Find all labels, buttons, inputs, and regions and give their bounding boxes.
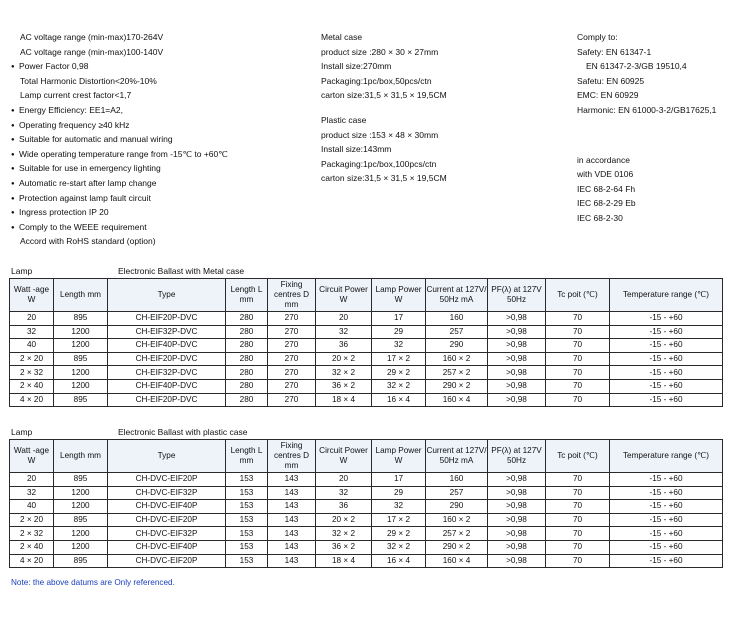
spec-line: Safety: EN 61347-1 xyxy=(577,46,652,57)
table-cell: 36 xyxy=(316,339,372,353)
table-cell: 895 xyxy=(54,352,108,366)
table-cell: 153 xyxy=(226,500,268,514)
plastic-table-caption: Electronic Ballast with plastic case xyxy=(118,427,248,437)
table-cell: 29 xyxy=(372,325,426,339)
table-cell: 70 xyxy=(546,486,610,500)
table-row xyxy=(10,379,723,393)
table-cell: 143 xyxy=(268,473,316,487)
table-cell: >0,98 xyxy=(488,486,546,500)
table-cell: 1200 xyxy=(54,486,108,500)
table-cell: >0,98 xyxy=(488,393,546,407)
table-cell: 70 xyxy=(546,312,610,326)
table-cell: 32 × 2 xyxy=(372,379,426,393)
table-cell: 257 xyxy=(426,325,488,339)
table-cell: >0,98 xyxy=(488,366,546,380)
table-cell: 895 xyxy=(54,554,108,568)
table-cell: 1200 xyxy=(54,527,108,541)
table-cell: 20 xyxy=(10,473,54,487)
table-cell: 1200 xyxy=(54,366,108,380)
table-cell: 20 × 2 xyxy=(316,513,372,527)
spec-line: in accordance xyxy=(577,154,630,165)
table-cell: 29 × 2 xyxy=(372,527,426,541)
column-header: Temperature range (℃) xyxy=(610,279,723,312)
table-cell: 20 xyxy=(10,312,54,326)
metal-case-title: Metal case xyxy=(321,32,363,42)
table-cell: 143 xyxy=(268,540,316,554)
header-row xyxy=(10,279,723,312)
column-header: Fixing centres D mm xyxy=(268,279,316,312)
table-cell: >0,98 xyxy=(488,379,546,393)
table-cell: 1200 xyxy=(54,339,108,353)
table-row xyxy=(10,500,723,514)
table-cell: 40 xyxy=(10,500,54,514)
spec-line: product size :153 × 48 × 30mm xyxy=(321,129,439,140)
column-header: Type xyxy=(108,279,226,312)
table-cell: CH-EIF32P-DVC xyxy=(108,325,226,339)
header-row xyxy=(10,440,723,473)
table-cell: 160 × 2 xyxy=(426,513,488,527)
metal-ballast-table xyxy=(9,278,723,407)
spec-line: Install size:270mm xyxy=(321,61,392,72)
table-cell: 36 xyxy=(316,500,372,514)
table-cell: 32 xyxy=(316,486,372,500)
table-cell: 143 xyxy=(268,527,316,541)
table-cell: 280 xyxy=(226,352,268,366)
compliance-list xyxy=(577,30,716,226)
table-cell: CH-DVC-EIF20P xyxy=(108,513,226,527)
spec-line: Install size:143mm xyxy=(321,144,392,155)
table-row xyxy=(10,366,723,380)
feature-line: ● Protection against lamp fault circuit xyxy=(11,191,228,206)
spec-line: IEC 68-2-29 Eb xyxy=(577,198,636,209)
table-cell: -15 - +60 xyxy=(610,473,723,487)
feature-line: Total Harmonic Distortion<20%-10% xyxy=(20,75,157,86)
table-cell: -15 - +60 xyxy=(610,352,723,366)
table-cell: 70 xyxy=(546,393,610,407)
spec-line: EN 61347-2-3/GB 19510,4 xyxy=(586,61,687,72)
feature-line: AC voltage range (min-max)100-140V xyxy=(20,46,164,57)
table-cell: 280 xyxy=(226,325,268,339)
table-cell: 270 xyxy=(268,366,316,380)
column-header: Tc poit (℃) xyxy=(546,279,610,312)
table-cell: 2 × 32 xyxy=(10,527,54,541)
table-cell: 70 xyxy=(546,527,610,541)
table-cell: 270 xyxy=(268,393,316,407)
plastic-table-caption-lamp: Lamp xyxy=(11,427,33,437)
table-cell: 70 xyxy=(546,366,610,380)
table-cell: -15 - +60 xyxy=(610,527,723,541)
table-cell: >0,98 xyxy=(488,527,546,541)
table-cell: >0,98 xyxy=(488,513,546,527)
table-cell: 17 × 2 xyxy=(372,513,426,527)
table-cell: 895 xyxy=(54,393,108,407)
table-cell: 32 xyxy=(10,486,54,500)
table-cell: 4 × 20 xyxy=(10,393,54,407)
feature-line: ● Comply to the WEEE requirement xyxy=(11,220,228,235)
table-cell: >0,98 xyxy=(488,325,546,339)
table-cell: 153 xyxy=(226,513,268,527)
spec-line: Packaging:1pc/box,50pcs/ctn xyxy=(321,75,432,86)
table-cell: 2 × 32 xyxy=(10,366,54,380)
table-cell: -15 - +60 xyxy=(610,513,723,527)
table-cell: 32 × 2 xyxy=(316,366,372,380)
metal-table-caption-lamp: Lamp xyxy=(11,266,33,276)
table-cell: 153 xyxy=(226,554,268,568)
table-cell: 153 xyxy=(226,473,268,487)
table-cell: 280 xyxy=(226,393,268,407)
column-header: PF(λ) at 127V 50Hz xyxy=(488,440,546,473)
spec-line: with VDE 0106 xyxy=(577,169,634,180)
table-cell: CH-DVC-EIF40P xyxy=(108,500,226,514)
table-cell: 153 xyxy=(226,486,268,500)
feature-line: ● Suitable for automatic and manual wiring xyxy=(11,132,228,147)
table-row xyxy=(10,527,723,541)
table-cell: 2 × 40 xyxy=(10,540,54,554)
table-cell: >0,98 xyxy=(488,312,546,326)
table-cell: CH-DVC-EIF20P xyxy=(108,554,226,568)
spec-line: carton size:31,5 × 31,5 × 19,5CM xyxy=(321,173,447,184)
table-cell: 32 xyxy=(10,325,54,339)
column-header: Current at 127V/ 50Hz mA xyxy=(426,440,488,473)
table-row xyxy=(10,393,723,407)
table-cell: 2 × 20 xyxy=(10,513,54,527)
table-row xyxy=(10,339,723,353)
table-cell: 280 xyxy=(226,379,268,393)
table-cell: 32 × 2 xyxy=(372,540,426,554)
column-header: Length mm xyxy=(54,279,108,312)
table-cell: -15 - +60 xyxy=(610,325,723,339)
table-cell: 32 xyxy=(372,500,426,514)
table-cell: 280 xyxy=(226,366,268,380)
table-cell: CH-EIF40P-DVC xyxy=(108,379,226,393)
table-cell: CH-DVC-EIF32P xyxy=(108,527,226,541)
comply-lines xyxy=(577,30,716,118)
table-cell: >0,98 xyxy=(488,554,546,568)
column-header: Length L mm xyxy=(226,440,268,473)
table-cell: 257 × 2 xyxy=(426,366,488,380)
table-cell: 18 × 4 xyxy=(316,554,372,568)
table-cell: 280 xyxy=(226,339,268,353)
spec-line: IEC 68-2-64 Fh xyxy=(577,183,636,194)
table-cell: 257 × 2 xyxy=(426,527,488,541)
feature-line: Lamp current crest factor<1,7 xyxy=(20,90,132,101)
table-cell: 290 × 2 xyxy=(426,379,488,393)
column-header: Watt -age W xyxy=(10,440,54,473)
table-cell: 32 xyxy=(372,339,426,353)
feature-line: ● Wide operating temperature range from -15℃ to +60℃ xyxy=(11,147,228,162)
table-cell: 1200 xyxy=(54,379,108,393)
feature-line: ● Operating frequency ≥40 kHz xyxy=(11,118,228,133)
table-cell: 160 × 4 xyxy=(426,393,488,407)
table-cell: 895 xyxy=(54,473,108,487)
table-cell: -15 - +60 xyxy=(610,312,723,326)
column-header: Type xyxy=(108,440,226,473)
table-cell: 70 xyxy=(546,540,610,554)
table-cell: 143 xyxy=(268,486,316,500)
table-cell: 4 × 20 xyxy=(10,554,54,568)
table-cell: CH-DVC-EIF32P xyxy=(108,486,226,500)
column-header: Lamp Power W xyxy=(372,440,426,473)
metal-case-lines xyxy=(321,45,447,103)
feature-line: ● Power Factor 0,98 xyxy=(11,59,228,74)
table-cell: 36 × 2 xyxy=(316,379,372,393)
table-cell: 290 × 2 xyxy=(426,540,488,554)
reference-note: Note: the above datums are Only referenced. xyxy=(11,578,175,587)
table-cell: 32 × 2 xyxy=(316,527,372,541)
plastic-ballast-table xyxy=(9,439,723,568)
table-cell: 257 xyxy=(426,486,488,500)
table-cell: 280 xyxy=(226,312,268,326)
column-header: Temperature range (℃) xyxy=(610,440,723,473)
table-cell: 70 xyxy=(546,554,610,568)
table-row xyxy=(10,473,723,487)
spec-line: Safetu: EN 60925 xyxy=(577,75,645,86)
table-cell: 895 xyxy=(54,513,108,527)
column-header: Circuit Power W xyxy=(316,279,372,312)
spec-line: EMC: EN 60929 xyxy=(577,90,639,101)
table-cell: CH-EIF40P-DVC xyxy=(108,339,226,353)
table-cell: -15 - +60 xyxy=(610,366,723,380)
table-cell: 270 xyxy=(268,325,316,339)
column-header: Current at 127V/ 50Hz mA xyxy=(426,279,488,312)
table-cell: -15 - +60 xyxy=(610,339,723,353)
table-cell: 32 xyxy=(316,325,372,339)
table-cell: 16 × 4 xyxy=(372,393,426,407)
table-cell: 36 × 2 xyxy=(316,540,372,554)
table-cell: -15 - +60 xyxy=(610,500,723,514)
column-header: Lamp Power W xyxy=(372,279,426,312)
table-cell: 160 xyxy=(426,312,488,326)
table-cell: 17 xyxy=(372,312,426,326)
feature-line: Accord with RoHS standard (option) xyxy=(20,236,156,247)
table-cell: CH-DVC-EIF40P xyxy=(108,540,226,554)
table-cell: 143 xyxy=(268,513,316,527)
table-cell: 143 xyxy=(268,500,316,514)
table-cell: 270 xyxy=(268,352,316,366)
table-cell: 2 × 20 xyxy=(10,352,54,366)
table-cell: -15 - +60 xyxy=(610,393,723,407)
table-cell: 270 xyxy=(268,339,316,353)
table-cell: 160 × 4 xyxy=(426,554,488,568)
table-cell: 1200 xyxy=(54,540,108,554)
column-header: Watt -age W xyxy=(10,279,54,312)
table-row xyxy=(10,513,723,527)
table-row xyxy=(10,325,723,339)
table-cell: CH-EIF20P-DVC xyxy=(108,312,226,326)
feature-line: ● Suitable for use in emergency lighting xyxy=(11,161,228,176)
table-cell: -15 - +60 xyxy=(610,379,723,393)
table-cell: 895 xyxy=(54,312,108,326)
table-cell: 16 × 4 xyxy=(372,554,426,568)
column-header: Circuit Power W xyxy=(316,440,372,473)
table-cell: 1200 xyxy=(54,500,108,514)
table-cell: 70 xyxy=(546,500,610,514)
table-cell: 20 xyxy=(316,312,372,326)
table-cell: 70 xyxy=(546,473,610,487)
table-cell: 270 xyxy=(268,312,316,326)
table-row xyxy=(10,554,723,568)
column-header: Length L mm xyxy=(226,279,268,312)
column-header: PF(λ) at 127V 50Hz xyxy=(488,279,546,312)
table-cell: 20 xyxy=(316,473,372,487)
feature-line: ● Automatic re-start after lamp change xyxy=(11,176,228,191)
accordance-lines xyxy=(577,153,716,226)
table-cell: >0,98 xyxy=(488,473,546,487)
table-row xyxy=(10,312,723,326)
table-cell: 70 xyxy=(546,352,610,366)
table-cell: 153 xyxy=(226,527,268,541)
table-cell: CH-EIF20P-DVC xyxy=(108,352,226,366)
table-cell: 29 × 2 xyxy=(372,366,426,380)
feature-line: ● Energy Efficiency: EE1=A2, xyxy=(11,103,228,118)
table-cell: CH-EIF32P-DVC xyxy=(108,366,226,380)
table-cell: -15 - +60 xyxy=(610,554,723,568)
feature-line: AC voltage range (min-max)170-264V xyxy=(20,32,164,42)
table-cell: 290 xyxy=(426,339,488,353)
table-cell: 70 xyxy=(546,513,610,527)
table-cell: 17 xyxy=(372,473,426,487)
metal-table-caption: Electronic Ballast with Metal case xyxy=(118,266,245,276)
table-cell: -15 - +60 xyxy=(610,486,723,500)
plastic-case-title: Plastic case xyxy=(321,114,367,125)
plastic-case-lines xyxy=(321,128,447,186)
table-cell: -15 - +60 xyxy=(610,540,723,554)
spec-line: Packaging:1pc/box,100pcs/ctn xyxy=(321,158,437,169)
spec-line: Comply to: xyxy=(577,32,618,42)
table-cell: 70 xyxy=(546,339,610,353)
column-header: Fixing centres D mm xyxy=(268,440,316,473)
table-cell: CH-DVC-EIF20P xyxy=(108,473,226,487)
case-specs xyxy=(321,30,447,186)
table-cell: 29 xyxy=(372,486,426,500)
column-header: Length mm xyxy=(54,440,108,473)
table-cell: 160 × 2 xyxy=(426,352,488,366)
feature-line: ● Ingress protection IP 20 xyxy=(11,205,228,220)
table-cell: 18 × 4 xyxy=(316,393,372,407)
table-row xyxy=(10,352,723,366)
feature-list xyxy=(11,30,228,249)
spec-line: carton size:31,5 × 31,5 × 19,5CM xyxy=(321,90,447,101)
spec-line: Harmonic: EN 61000-3-2/GB17625,1 xyxy=(577,104,717,115)
table-cell: 70 xyxy=(546,325,610,339)
spec-line: IEC 68-2-30 xyxy=(577,212,623,223)
table-cell: >0,98 xyxy=(488,352,546,366)
table-row xyxy=(10,540,723,554)
table-cell: 40 xyxy=(10,339,54,353)
table-cell: 160 xyxy=(426,473,488,487)
column-header: Tc poit (℃) xyxy=(546,440,610,473)
table-cell: >0,98 xyxy=(488,540,546,554)
table-cell: 2 × 40 xyxy=(10,379,54,393)
table-cell: 290 xyxy=(426,500,488,514)
table-cell: CH-EIF20P-DVC xyxy=(108,393,226,407)
table-cell: 20 × 2 xyxy=(316,352,372,366)
table-cell: 143 xyxy=(268,554,316,568)
spec-line: product size :280 × 30 × 27mm xyxy=(321,46,439,57)
table-cell: 70 xyxy=(546,379,610,393)
table-cell: 153 xyxy=(226,540,268,554)
table-cell: 270 xyxy=(268,379,316,393)
table-cell: >0,98 xyxy=(488,339,546,353)
table-row xyxy=(10,486,723,500)
table-cell: 1200 xyxy=(54,325,108,339)
table-cell: >0,98 xyxy=(488,500,546,514)
table-cell: 17 × 2 xyxy=(372,352,426,366)
